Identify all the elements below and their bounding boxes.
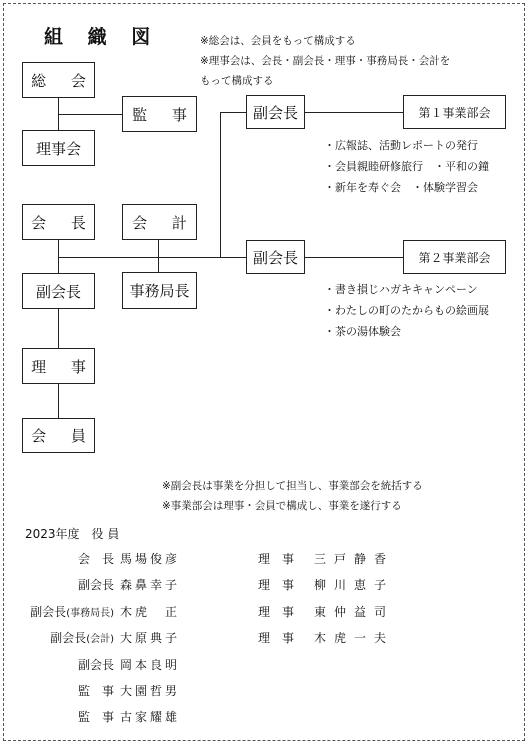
officer-name: 大原典子: [120, 631, 181, 645]
dept-1-activity: ・新年を寿ぐ会 ・体験学習会: [324, 181, 478, 194]
officer-row: [26, 603, 180, 620]
connector-line: [305, 112, 403, 113]
officers-heading: 2023年度 役 員: [25, 527, 120, 541]
dept-2-activities: [324, 279, 489, 342]
dept-1-activity: ・会員親睦研修旅行 ・平和の鐘: [324, 160, 489, 173]
officer-name: 森鼻幸子: [120, 578, 181, 592]
connector-line: [220, 112, 246, 113]
officer-role: 監 事: [77, 684, 114, 698]
box-vice-president-2: 副会長: [246, 240, 305, 274]
officer-role: 副会長: [77, 658, 114, 672]
dept-1-activity: ・広報誌、活動レポートの発行: [324, 139, 478, 152]
officer-name: 東仲益司: [314, 605, 395, 619]
connector-line: [58, 98, 59, 132]
officer-role: 副会長: [30, 605, 67, 619]
note-dept: ※事業部会は理事・会員で構成し、事業を遂行する: [162, 500, 402, 512]
officer-name: 柳川恵子: [314, 578, 395, 592]
officer-row: [258, 603, 394, 620]
dept-2-activity: ・書き損じハガキキャンペーン: [324, 283, 478, 296]
box-dept-1: 第１事業部会: [403, 95, 506, 129]
box-secretariat: 事務局長: [122, 272, 197, 309]
box-member: 会 員: [22, 418, 95, 453]
officer-role: 理 事: [258, 631, 295, 645]
officer-name: 古家耀雄: [120, 710, 181, 724]
dept-1-activities: [324, 135, 489, 198]
box-vice-president-1: 副会長: [246, 95, 305, 129]
box-vice-president: 副会長: [22, 273, 95, 309]
officer-role: 理 事: [258, 578, 295, 592]
officer-role: 副会長: [77, 578, 114, 592]
officer-role: 理 事: [258, 605, 295, 619]
box-treasurer: 会 計: [122, 204, 197, 240]
connector-line: [220, 112, 221, 257]
connector-line: [58, 309, 59, 348]
officer-role: 副会長: [50, 631, 87, 645]
officer-row: [26, 708, 180, 725]
connector-line: [158, 240, 159, 272]
note-board-2: もって構成する: [200, 75, 274, 87]
officer-name: 木虎 正: [120, 605, 181, 619]
box-dept-2: 第２事業部会: [403, 240, 506, 274]
officer-name: 三戸静香: [314, 552, 395, 566]
officer-row: [258, 576, 394, 593]
officer-name: 馬場俊彦: [120, 552, 181, 566]
note-board-1: ※理事会は、会長・副会長・理事・事務局長・会計を: [200, 55, 451, 67]
box-auditor: 監 事: [122, 96, 197, 132]
note-vice-president: ※副会長は事業を分担して担当し、事業部会を統括する: [162, 480, 423, 492]
note-general-meeting: ※総会は、会員をもって構成する: [200, 35, 356, 47]
box-president: 会 長: [22, 204, 95, 240]
officer-role-detail: (事務局長): [66, 608, 114, 619]
connector-line: [58, 114, 122, 115]
officer-row: [26, 550, 180, 567]
connector-line: [58, 257, 246, 258]
officer-role-detail: (会計): [86, 634, 114, 645]
officer-row: [258, 550, 394, 567]
officer-name: 大園哲男: [120, 684, 181, 698]
officer-row: [258, 629, 394, 646]
connector-line: [305, 257, 403, 258]
dept-2-activity: ・わたしの町のたからもの絵画展: [324, 304, 489, 317]
officer-name: 岡本良明: [120, 658, 181, 672]
connector-line: [58, 384, 59, 418]
officer-name: 木虎一夫: [314, 631, 395, 645]
box-general-meeting: 総 会: [22, 62, 95, 98]
officer-role: 監 事: [77, 710, 114, 724]
connector-line: [58, 240, 59, 276]
officer-row: [26, 656, 180, 673]
box-board: 理事会: [22, 130, 95, 166]
page-title: 組 織 図: [44, 26, 160, 48]
box-director: 理 事: [22, 348, 95, 384]
officer-row: [26, 629, 180, 646]
officer-role: 会 長: [77, 552, 114, 566]
officer-row: [26, 682, 180, 699]
officer-row: [26, 576, 180, 593]
officer-role: 理 事: [258, 552, 295, 566]
dept-2-activity: ・茶の湯体験会: [324, 325, 401, 338]
